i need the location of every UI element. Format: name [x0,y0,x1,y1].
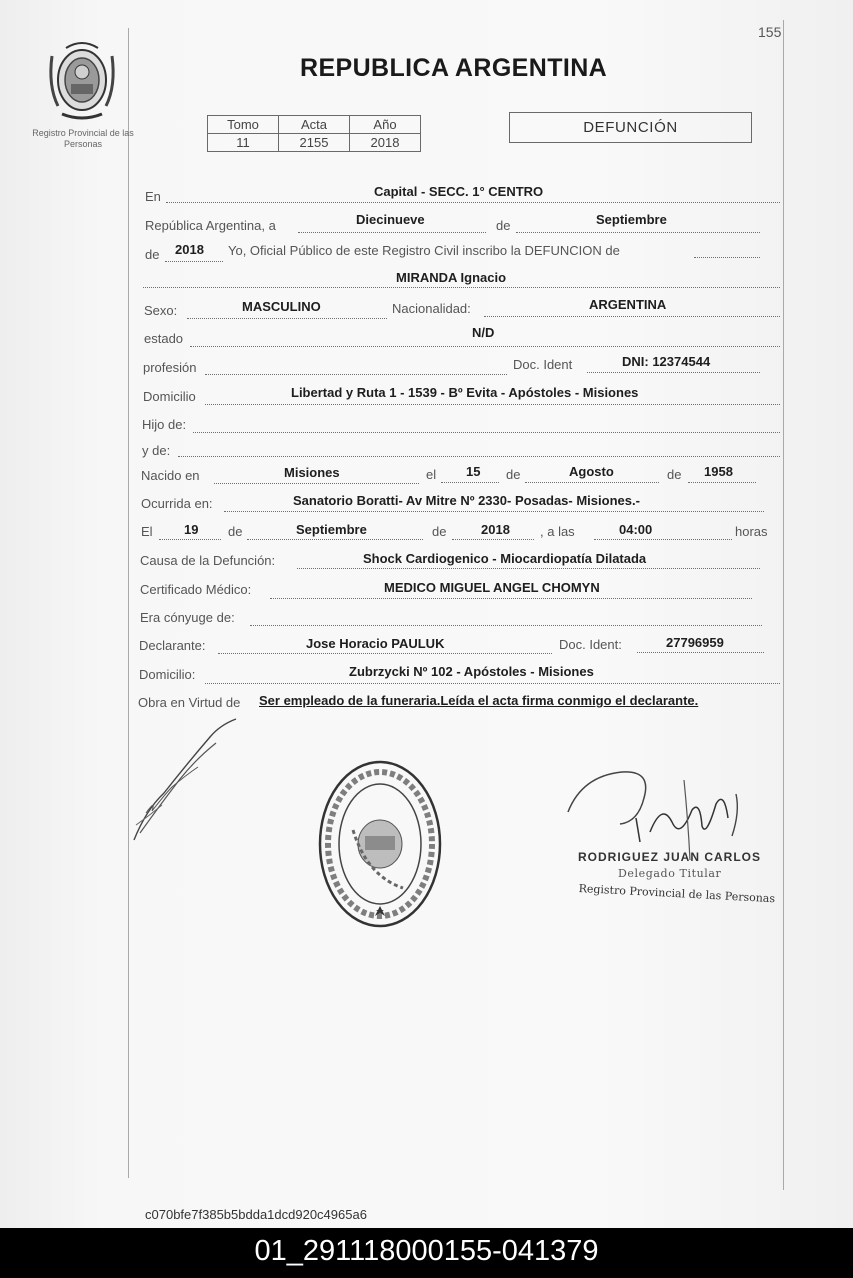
label-de: de [432,524,447,539]
value-mes: Septiembre [596,212,667,227]
dotted-line [587,372,760,373]
official-name: RODRIGUEZ JUAN CARLOS [578,850,762,864]
dotted-line [218,653,552,654]
anio-value: 2018 [350,134,421,152]
label-doc-ident-declarante: Doc. Ident: [559,637,622,652]
province-emblem-icon [44,36,120,122]
record-type-box: DEFUNCIÓN [509,112,752,143]
dotted-line [516,232,760,233]
acta-header: Acta [279,116,350,134]
registry-label: Registro Provincial de las Personas [32,128,134,149]
dotted-line [143,287,780,288]
dotted-line [441,482,499,483]
dotted-line [187,318,387,319]
label-domicilio-declarante: Domicilio: [139,667,196,682]
value-nacido-lugar: Misiones [284,465,340,480]
label-doc-ident: Doc. Ident [513,357,573,372]
label-el: el [426,467,437,482]
value-nacido-anio: 1958 [704,464,733,479]
dotted-line [205,683,780,684]
label-de: de [145,247,160,262]
right-margin-rule [783,20,784,1190]
barcode-label: 01_291118000155-041379 [0,1228,853,1278]
value-domicilio: Libertad y Ruta 1 - 1539 - Bº Evita - Apóstoles - Misiones [291,385,639,400]
value-sexo: MASCULINO [242,299,321,314]
label-hijo-de: Hijo de: [142,417,187,432]
value-anio: 2018 [175,242,204,257]
dotted-line [190,346,780,347]
value-nombre: MIRANDA Ignacio [396,270,507,285]
value-dni: DNI: 12374544 [622,354,711,369]
dotted-line [298,232,486,233]
label-horas: horas [735,524,768,539]
value-lugar: Capital - SECC. 1° CENTRO [374,184,544,199]
label-declarante: Declarante: [139,638,206,653]
dotted-line [637,652,764,653]
dotted-line [694,257,760,258]
value-declarante: Jose Horacio PAULUK [306,636,445,651]
value-declarante-domicilio: Zubrzycki Nº 102 - Apóstoles - Misiones [349,664,594,679]
document-title: REPUBLICA ARGENTINA [300,54,608,82]
page-number: 155 [758,24,782,40]
value-nacido-mes: Agosto [569,464,614,479]
label-y-de: y de: [142,443,171,458]
dotted-line [594,539,732,540]
official-role: Delegado Titular [618,867,722,880]
dotted-line [250,625,762,626]
tomo-value: 11 [208,134,279,152]
dotted-line [205,404,780,405]
left-margin-rule [128,28,129,1178]
label-nacionalidad: Nacionalidad: [392,301,471,316]
value-ocurrida: Sanatorio Boratti- Av Mitre Nº 2330- Posadas- Misiones.- [293,493,640,508]
dotted-line [178,456,780,457]
label-a-las: , a las [540,524,575,539]
dotted-line [193,432,780,433]
tomo-header: Tomo [208,116,279,134]
label-el-cap: El [141,524,153,539]
anio-header: Año [350,116,421,134]
value-def-anio: 2018 [481,522,510,537]
value-dia: Diecinueve [356,212,425,227]
label-causa: Causa de la Defunción: [140,553,276,568]
label-domicilio: Domicilio [143,389,196,404]
dotted-line [688,482,756,483]
label-yo-oficial: Yo, Oficial Público de este Registro Civil inscribo la DEFUNCION de [228,243,620,258]
label-estado: estado [144,331,184,346]
acta-value: 2155 [279,134,350,152]
value-def-dia: 19 [184,522,199,537]
value-hora: 04:00 [619,522,653,537]
official-office: Registro Provincial de las Personas [578,882,776,906]
declarant-signature [128,715,248,850]
value-nacionalidad: ARGENTINA [589,297,667,312]
dotted-line [525,482,659,483]
dotted-line [166,202,780,203]
value-nacido-dia: 15 [466,464,481,479]
label-ocurrida-en: Ocurrida en: [141,496,213,511]
dotted-line [165,261,223,262]
label-profesion: profesión [143,360,197,375]
value-obra: Ser empleado de la funeraria.Leída el acta firma conmigo el declarante. [259,693,699,708]
dotted-line [270,598,752,599]
dotted-line [214,483,419,484]
label-obra: Obra en Virtud de [138,695,241,710]
label-conyuge: Era cónyuge de: [140,610,235,625]
dotted-line [224,511,764,512]
document-hash: c070bfe7f385b5bdda1dcd920c4965a6 [145,1207,367,1222]
label-nacido-en: Nacido en [141,468,200,483]
label-en: En [145,189,161,204]
value-estado: N/D [472,325,495,340]
value-certificado: MEDICO MIGUEL ANGEL CHOMYN [384,580,600,595]
record-table [207,115,421,152]
official-seal-icon [317,758,443,930]
value-declarante-doc: 27796959 [666,635,724,650]
dotted-line [159,539,221,540]
label-de: de [228,524,243,539]
dotted-line [205,374,507,375]
label-republica: República Argentina, a [145,218,276,233]
label-de: de [496,218,511,233]
value-def-mes: Septiembre [296,522,367,537]
dotted-line [452,539,534,540]
dotted-line [247,539,423,540]
value-causa: Shock Cardiogenico - Miocardiopatía Dilatada [363,551,647,566]
dotted-line [484,316,780,317]
label-de: de [506,467,521,482]
dotted-line [297,568,760,569]
label-de: de [667,467,682,482]
label-certificado: Certificado Médico: [140,582,252,597]
label-sexo: Sexo: [144,303,178,318]
